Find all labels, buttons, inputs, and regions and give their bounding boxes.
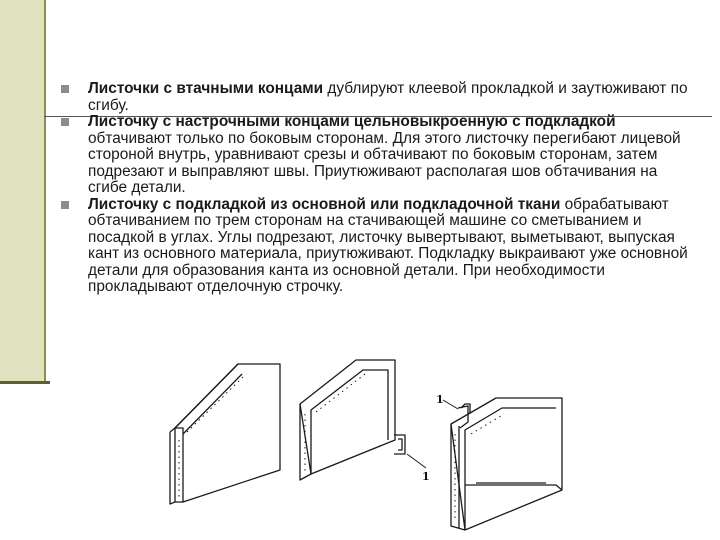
callout-label-bottom: 1 <box>422 470 430 483</box>
bullet-text: дублируют клеевой прокладкой и заутюживают по сгибу. <box>88 80 688 114</box>
bullet-text: обрабатывают обтачиванием по трем сторонам на стачивающей машине со сметыванием и посадкой в углах. Углы подрезают, листочку вывертывают, выметывают, выпуская кант из основного материала, приутюживают. Подкладку выкраивают уже основной детали для образования канта из основной детали. При необходимости прокладывают отделочную строчку. <box>88 195 688 295</box>
bullet-bold-text: Листочку с подкладкой из основной или подкладочной ткани <box>88 195 561 213</box>
callout-label-top: 1 <box>436 393 444 406</box>
square-bullet-icon <box>61 118 69 126</box>
bullet-bold-text: Листочку с настрочными концами цельновыкроенную с подкладкой <box>88 113 616 130</box>
bullet-list <box>60 81 700 296</box>
bullet-item <box>60 197 700 296</box>
square-bullet-icon <box>61 201 69 209</box>
square-bullet-icon <box>61 85 69 93</box>
welt-drawing-inserted-ends <box>170 364 280 504</box>
bullet-item <box>60 114 700 197</box>
welt-pocket-figure <box>158 342 578 540</box>
bullet-bold-text: Листочки с втачными концами <box>88 80 324 97</box>
side-band <box>0 0 46 383</box>
bullet-text: обтачивают только по боковым сторонам. Для этого листочку перегибают лицевой стороной внутрь, уравнивают срезы и обтачивают по боковым сторонам, затем подрезают и выправляют швы. Приутюживают располагая шов обтачивания на сгибе детали. <box>88 129 681 196</box>
welt-drawing-separate-lining <box>443 398 562 530</box>
bullet-item <box>60 81 700 114</box>
side-band-rule <box>0 381 50 384</box>
welt-drawing-one-piece-lining <box>300 360 426 480</box>
welt-illustrations <box>158 342 578 540</box>
